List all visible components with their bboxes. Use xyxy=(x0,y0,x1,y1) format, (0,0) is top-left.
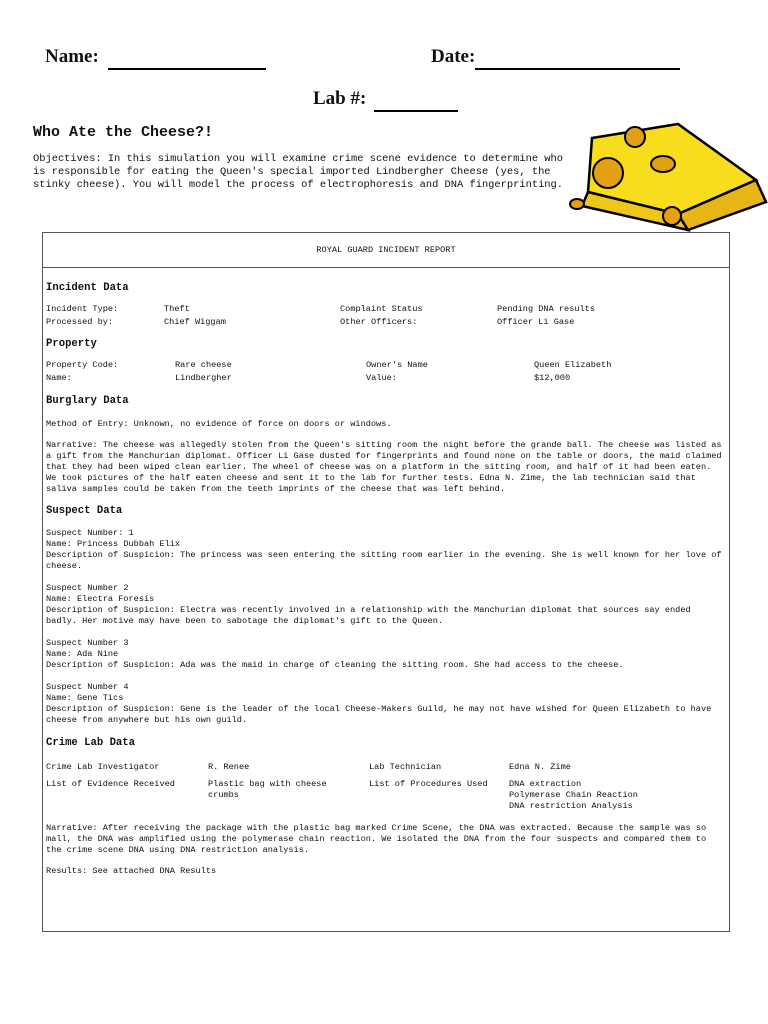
lab-narrative: Narrative: After receiving the package with the plastic bag marked Crime Scene, the DNA was extracted. Because the sample was so mall, the DNA was amplified using the polymerase chain reaction. We isolated the DNA from the four suspects and compared them to the crime scene DNA using DNA restriction analysis. xyxy=(46,823,707,855)
suspect-description: Description of Suspicion: Gene is the leader of the local Cheese-Makers Guild, he may not have wished for Queen Elizabeth to have cheese from anywhere but his own guild. xyxy=(46,704,712,725)
procedure-item: DNA restriction Analysis xyxy=(509,801,633,811)
suspect-4 xyxy=(46,682,726,726)
incident-data-table xyxy=(46,304,726,328)
suspect-1 xyxy=(46,528,726,572)
crime-lab-table xyxy=(46,762,726,812)
suspect-number: Suspect Number: 1 xyxy=(46,528,134,538)
table-cell: Other Officers: xyxy=(340,317,418,327)
name-label: Name: xyxy=(45,46,99,67)
property-heading: Property xyxy=(46,338,97,350)
lab-label: Lab #: xyxy=(313,88,367,109)
date-line xyxy=(431,46,680,70)
procedure-item: DNA extraction xyxy=(509,779,582,789)
table-cell: Rare cheese xyxy=(175,360,232,370)
table-cell: Edna N. Zime xyxy=(509,762,571,772)
table-cell: Incident Type: xyxy=(46,304,119,314)
cheese-wedge-icon xyxy=(560,110,768,235)
table-cell: Theft xyxy=(164,304,190,314)
procedure-item: Polymerase Chain Reaction xyxy=(509,790,638,800)
table-cell: List of Evidence Received xyxy=(46,779,175,789)
burglary-data-heading: Burglary Data xyxy=(46,395,129,407)
suspect-number: Suspect Number 3 xyxy=(46,638,129,648)
date-blank[interactable] xyxy=(475,46,680,70)
table-cell: Lab Technician xyxy=(369,762,442,772)
method-of-entry: Method of Entry: Unknown, no evidence of force on doors or windows. xyxy=(46,419,392,429)
crime-lab-heading: Crime Lab Data xyxy=(46,737,136,749)
page-title: Who Ate the Cheese?! xyxy=(33,124,214,141)
suspect-description: Description of Suspicion: Electra was recently involved in a relationship with the Manchurian diplomat that sources say ended badly. Her motive may have been to sabotage the diplomat's gift to the Queen. xyxy=(46,605,691,626)
table-cell: Value: xyxy=(366,373,397,383)
table-cell: Lindbergher xyxy=(175,373,232,383)
suspect-name: Name: Electra Foresis xyxy=(46,594,155,604)
suspect-2 xyxy=(46,583,726,627)
burglary-narrative: Narrative: The cheese was allegedly stolen from the Queen's sitting room the night before the grande ball. The cheese was listed as a gift from the Manchurian diplomat. Officer Li Gase dusted for fingerprints and found none on the table or doors, the maid claimed that they had been wiped clean earlier. The wheel of cheese was on a platform in the sitting room, and half of it had been eaten. We took pictures of the half eaten cheese and sent it to the lab for further tests. Edna N. Zime, the lab technician said that saliva samples could be taken from the teeth imprints of the cheese that was left behind. xyxy=(46,440,722,494)
suspect-description: Description of Suspicion: The princess was seen entering the sitting room earlier in the evening. She is well known for her love of cheese. xyxy=(46,550,722,571)
name-line xyxy=(45,46,266,70)
table-cell: Pending DNA results xyxy=(497,304,595,314)
table-cell: Name: xyxy=(46,373,72,383)
suspect-number: Suspect Number 4 xyxy=(46,682,129,692)
lab-line xyxy=(313,88,458,112)
suspect-data-heading: Suspect Data xyxy=(46,505,123,517)
lab-results: Results: See attached DNA Results xyxy=(46,866,217,876)
suspect-3 xyxy=(46,638,726,671)
suspect-name: Name: Princess Dubbah Elix xyxy=(46,539,181,549)
table-cell: Processed by: xyxy=(46,317,114,327)
table-cell: Chief Wiggam xyxy=(164,317,226,327)
table-cell: Owner's Name xyxy=(366,360,428,370)
suspect-number: Suspect Number 2 xyxy=(46,583,129,593)
incident-report xyxy=(42,232,730,932)
table-cell: Complaint Status xyxy=(340,304,423,314)
suspect-description: Description of Suspicion: Ada was the maid in charge of cleaning the sitting room. She had access to the cheese. xyxy=(46,660,624,670)
suspect-name: Name: Gene Tics xyxy=(46,693,124,703)
table-cell: List of Procedures Used xyxy=(369,779,488,789)
property-table xyxy=(46,360,726,384)
table-cell: Property Code: xyxy=(46,360,119,370)
table-cell: R. Renee xyxy=(208,762,250,772)
objectives-text: Objectives: In this simulation you will examine crime scene evidence to determine who is responsible for eating the Queen's special imported Lindbergher Cheese (yes, the stinky cheese). You will model the process of electrophoresis and DNA fingerprinting. xyxy=(33,153,564,191)
report-heading: ROYAL GUARD INCIDENT REPORT xyxy=(43,233,729,268)
date-label: Date: xyxy=(431,46,476,67)
table-cell: Crime Lab Investigator xyxy=(46,762,160,772)
lab-blank[interactable] xyxy=(374,88,458,112)
table-cell: Officer Li Gase xyxy=(497,317,575,327)
table-cell: $12,000 xyxy=(534,373,571,383)
suspect-name: Name: Ada Nine xyxy=(46,649,119,659)
table-cell: Queen Elizabeth xyxy=(534,360,612,370)
incident-data-heading: Incident Data xyxy=(46,282,129,294)
table-cell: Plastic bag with cheese crumbs xyxy=(208,779,327,800)
name-blank[interactable] xyxy=(108,46,266,70)
procedures-list xyxy=(509,779,726,812)
